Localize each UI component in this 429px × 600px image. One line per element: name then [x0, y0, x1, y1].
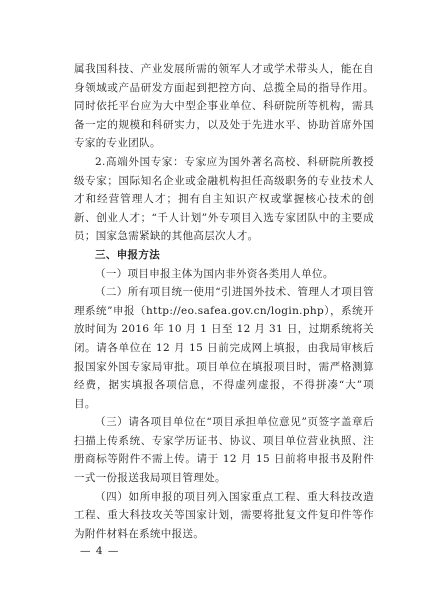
paragraph-item-4: （四）如所申报的项目列入国家重点工程、重大科技改造工程、重大科技攻关等国家计划，需要将批复文件复印件等作为附件材料在系统中报送。 [74, 490, 374, 540]
paragraph-item-2: （二）所有项目统一使用“引进国外技术、管理人才项目管理系统”申报（http://eo.safea.gov.cn/login.php），系统开放时间为 2016 年 10 月 1 日至 12 月 31 日，过期系统将关闭。请各单位在 12 月 15 日前完成网上填报，由我局审核后报国家外国专家局审批。项目单位在填报项目时，需严格测算经费，据实填报各项信息，不得虚列虚报，不得拼凑“大”项目。 [74, 286, 374, 410]
page-number: — 4 — [80, 545, 120, 557]
section-heading-application-method: 三、申报方法 [95, 248, 161, 261]
paragraph-item-3: （三）请各项目单位在“项目承担单位意见”页签字盖章后扫描上传系统、专家学历证书、协议、项目单位营业执照、注册商标等附件不需上传。请于 12 月 15 日前将申报书及附件一式一份报送我局项目管理处。 [74, 416, 374, 485]
paragraph-continuation: 属我国科技、产业发展所需的领军人才或学术带头人，能在自身领域或产品研发方面起到把控方向、总揽全局的指导作用。同时依托平台应为大中型企事业单位、科研院所等机构，需具备一定的规模和科研实力，以及处于先进水平、协助首席外国专家的专业团队。 [74, 63, 374, 150]
document-body [74, 60, 374, 543]
paragraph-senior-foreign-experts: 2.高端外国专家：专家应为国外著名高校、科研院所教授级专家；国际知名企业或金融机构担任高级职务的专业技术人才和经营管理人才；拥有自主知识产权或掌握核心技术的创新、创业人才；“千人计划”外专项目入选专家团队中的主要成员；国家急需紧缺的其他高层次人才。 [74, 155, 374, 243]
paragraph-item-1: （一）项目申报主体为国内非外资各类用人单位。 [95, 267, 334, 280]
